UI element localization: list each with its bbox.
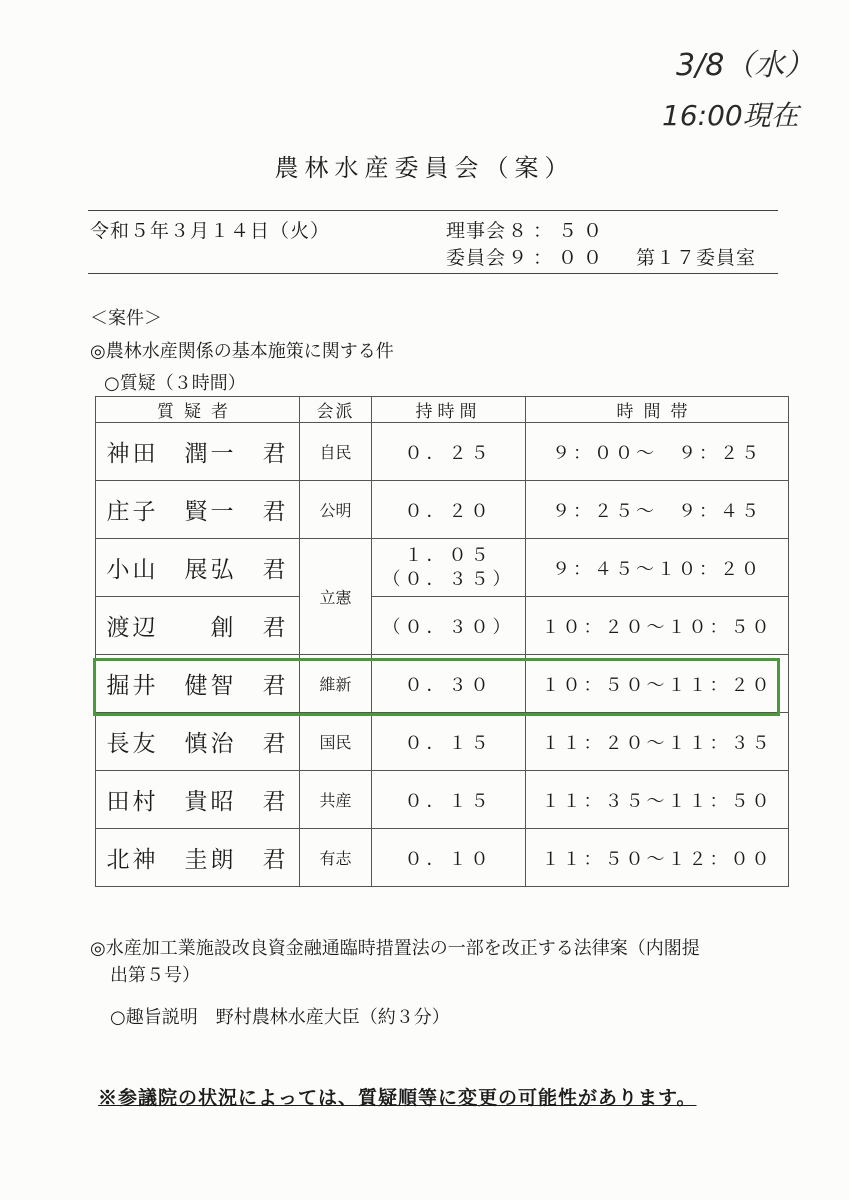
table-row — [96, 829, 789, 887]
questioner-name: 渡辺 創 君 — [96, 597, 300, 655]
allotted-time — [372, 539, 526, 597]
page-title: 農林水産委員会（案） — [274, 154, 575, 182]
questioner-name: 長友 慎治 君 — [96, 713, 300, 771]
header-questioner: 質疑者 — [96, 397, 300, 423]
row-highlight-box — [93, 658, 780, 716]
meeting-date: 令和５年３月１４日（火） — [90, 220, 331, 242]
meeting-room: 第１７委員室 — [636, 247, 757, 269]
agenda-item-2-line-1: ◎水産加工業施設改良資金融通臨時措置法の一部を改正する法律案（内閣提 — [90, 938, 700, 959]
party: 共産 — [300, 771, 372, 829]
allotted-time: ０．２５ — [372, 423, 526, 481]
board-time: ８：５０ — [508, 220, 609, 242]
allotted-time: ０．２０ — [372, 481, 526, 539]
allotted-time: ０．１５ — [372, 713, 526, 771]
time-band: １０：５０～１１：２０ — [526, 655, 789, 713]
handwritten-date: 3/8（水） — [676, 48, 815, 83]
questioner-table — [95, 396, 789, 887]
change-notice: ※参議院の状況によっては、質疑順等に変更の可能性があります。 — [98, 1087, 697, 1109]
board-label: 理事会 — [446, 220, 507, 242]
committee-time: ９：００ — [508, 247, 609, 269]
time-band: ９：００～ ９：２５ — [526, 423, 789, 481]
allotted-time: ０．３０ — [372, 655, 526, 713]
table-row — [96, 597, 789, 655]
allotted-time-main: １．０５ — [404, 544, 493, 566]
handwritten-status: 16:00現在 — [662, 99, 799, 132]
allotted-time: ０．１５ — [372, 771, 526, 829]
questioner-name: 小山 展弘 君 — [96, 539, 300, 597]
time-band: １１：２０～１１：３５ — [526, 713, 789, 771]
party: 自民 — [300, 423, 372, 481]
party: 公明 — [300, 481, 372, 539]
time-band: １１：５０～１２：００ — [526, 829, 789, 887]
party: 国民 — [300, 713, 372, 771]
table-row — [96, 423, 789, 481]
table-row — [96, 713, 789, 771]
questioner-name: 北神 圭朗 君 — [96, 829, 300, 887]
time-band: １１：３５～１１：５０ — [526, 771, 789, 829]
time-band: ９：４５～１０：２０ — [526, 539, 789, 597]
committee-label: 委員会 — [446, 247, 507, 269]
header-time: 持時間 — [372, 397, 526, 423]
header-top-rule — [88, 210, 778, 211]
table-row — [96, 539, 789, 597]
questioner-name: 庄子 賢一 君 — [96, 481, 300, 539]
party: 有志 — [300, 829, 372, 887]
agenda-item-1-sub: ○質疑（３時間） — [104, 373, 246, 394]
table-row — [96, 481, 789, 539]
questioner-name: 掘井 健智 君 — [96, 655, 300, 713]
allotted-time: ０．１０ — [372, 829, 526, 887]
questioner-name: 神田 潤一 君 — [96, 423, 300, 481]
agenda-item-2-line-2: 出第５号） — [110, 965, 200, 986]
table-header-row — [96, 397, 789, 423]
header-band: 時間帯 — [526, 397, 789, 423]
questioner-name: 田村 貴昭 君 — [96, 771, 300, 829]
agenda-item-2-sub: ○趣旨説明 野村農林水産大臣（約３分） — [110, 1007, 450, 1028]
header-party: 会派 — [300, 397, 372, 423]
allotted-time-sub: （０．３５） — [382, 568, 515, 590]
allotted-time: （０．３０） — [372, 597, 526, 655]
party: 維新 — [300, 655, 372, 713]
header-bottom-rule — [88, 273, 778, 274]
agenda-item-1: ◎農林水産関係の基本施策に関する件 — [90, 341, 394, 362]
time-band: ９：２５～ ９：４５ — [526, 481, 789, 539]
table-row — [96, 771, 789, 829]
time-band: １０：２０～１０：５０ — [526, 597, 789, 655]
agenda-heading: ＜案件＞ — [90, 308, 162, 329]
party-shared: 立憲 — [300, 539, 372, 655]
